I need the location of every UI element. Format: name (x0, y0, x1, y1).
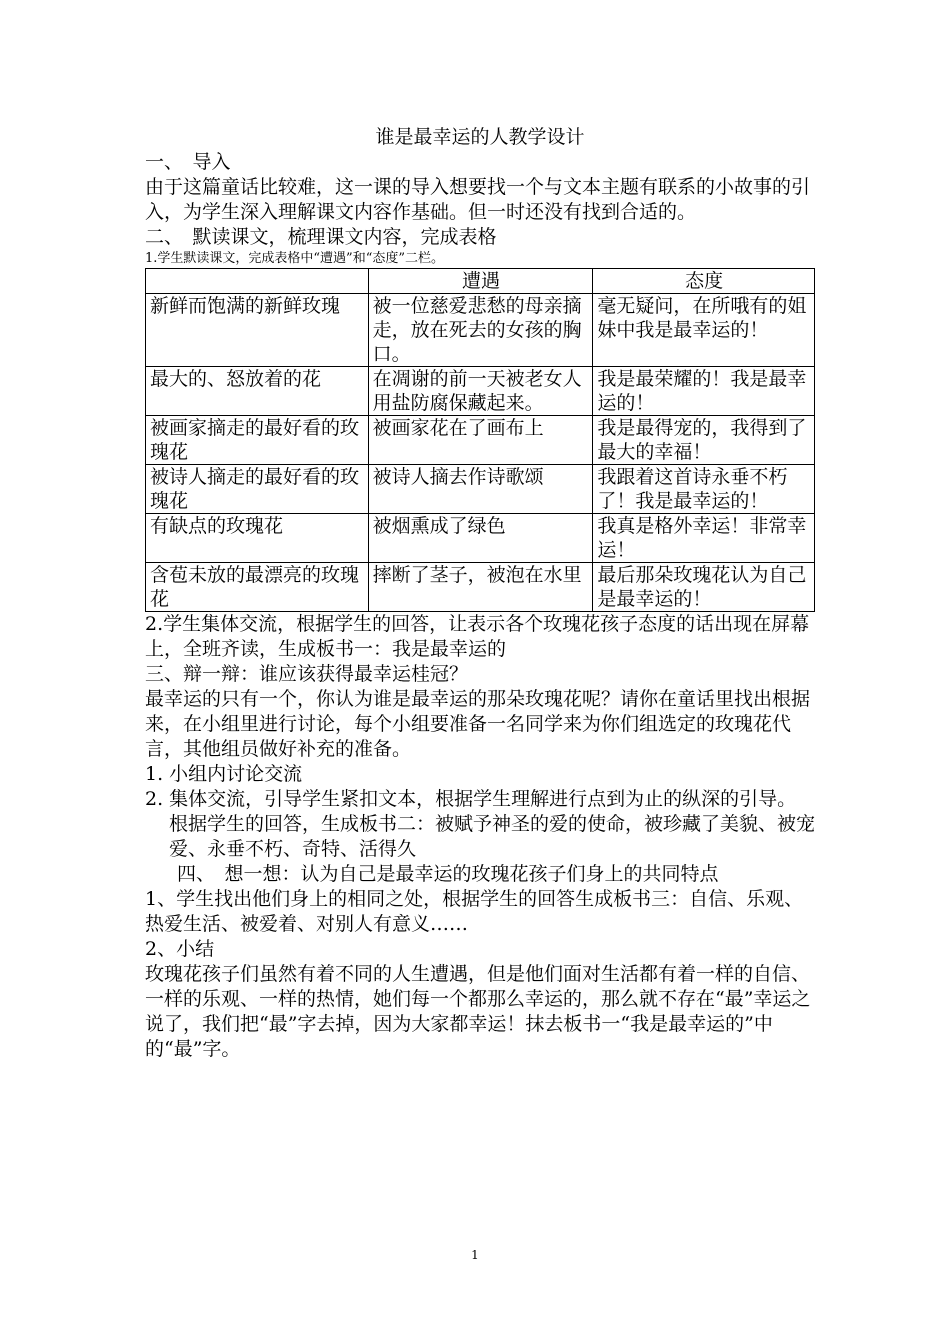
section-4-item-1: 1、学生找出他们身上的相同之处，根据学生的回答生成板书三：自信、乐观、热爱生活、被爱着、对别人有意义…… (145, 888, 804, 935)
table-cell: 被烟熏成了绿色 (368, 514, 593, 563)
table-cell: 毫无疑问，在所哦有的姐妹中我是最幸运的！ (593, 294, 815, 367)
table-cell: 我跟着这首诗永垂不朽了！我是最幸运的！ (593, 465, 815, 514)
table-header-cell: 态度 (593, 269, 815, 294)
table-cell: 我是最荣耀的！我是最幸运的！ (593, 367, 815, 416)
table-cell: 我是最得宠的，我得到了最大的幸福！ (593, 416, 815, 465)
table-header-cell: 遭遇 (368, 269, 593, 294)
table-cell: 被诗人摘去作诗歌颂 (368, 465, 593, 514)
table-cell: 有缺点的玫瑰花 (146, 514, 369, 563)
section-4-item-2: 2、小结 (145, 938, 215, 960)
section-4-summary: 玫瑰花孩子们虽然有着不同的人生遭遇，但是他们面对生活都有着一样的自信、一样的乐观、一样的热情，她们每一个都那么幸运的，那么就不存在“最”幸运之说了，我们把“最”字去掉，因为大家都幸运！抹去板书一“我是最幸运的”中的“最”字。 (145, 963, 811, 1060)
table-cell: 含苞未放的最漂亮的玫瑰花 (146, 563, 369, 612)
table-row (146, 367, 815, 416)
table-cell: 我真是格外幸运！非常幸运！ (593, 514, 815, 563)
section-2-item-2: 2.学生集体交流，根据学生的回答，让表示各个玫瑰花孩子态度的话出现在屏幕上，全班齐读，生成板书一：我是最幸运的 (145, 613, 810, 660)
page-number: 1 (471, 1248, 479, 1262)
document-title: 谁是最幸运的人教学设计 (375, 126, 585, 148)
document-body (145, 124, 815, 1062)
table-cell: 被诗人摘走的最好看的玫瑰花 (146, 465, 369, 514)
table-cell: 最大的、怒放着的花 (146, 367, 369, 416)
table-row (146, 465, 815, 514)
section-4-heading: 四、 想一想：认为自己是最幸运的玫瑰花孩子们身上的共同特点 (177, 863, 719, 885)
table-row (146, 514, 815, 563)
section-1-heading: 一、 导入 (145, 151, 231, 173)
table-cell: 在凋谢的前一天被老女人用盐防腐保藏起来。 (368, 367, 593, 416)
section-1-text: 由于这篇童话比较难，这一课的导入想要找一个与文本主题有联系的小故事的引入，为学生深入理解课文内容作基础。但一时还没有找到合适的。 (145, 176, 811, 223)
section-2-heading: 二、 默读课文，梳理课文内容，完成表格 (145, 226, 497, 248)
section-2-note: 1.学生默读课文，完成表格中“遭遇”和“态度”二栏。 (145, 251, 444, 266)
table-row (146, 416, 815, 465)
table-cell: 最后那朵玫瑰花认为自己是最幸运的！ (593, 563, 815, 612)
table-header-row (146, 269, 815, 294)
section-3-heading: 三、辩一辩：谁应该获得最幸运桂冠？ (145, 663, 469, 685)
table-row (146, 563, 815, 612)
table-cell: 新鲜而饱满的新鲜玫瑰 (146, 294, 369, 367)
table-cell: 被画家摘走的最好看的玫瑰花 (146, 416, 369, 465)
table-row (146, 294, 815, 367)
table-cell: 摔断了茎子，被泡在水里 (368, 563, 593, 612)
table-header-cell (146, 269, 369, 294)
table-cell: 被一位慈爱悲愁的母亲摘走，放在死去的女孩的胸口。 (368, 294, 593, 367)
section-3-item-1: 1. 小组内讨论交流 (145, 763, 303, 785)
section-3-item-2: 2. 集体交流，引导学生紧扣文本，根据学生理解进行点到为止的纵深的引导。根据学生的回答，生成板书二：被赋予神圣的爱的使命，被珍藏了美貌、被宠爱、永垂不朽、奇特、活得久 (145, 788, 816, 860)
section-3-text: 最幸运的只有一个，你认为谁是最幸运的那朵玫瑰花呢？请你在童话里找出根据来，在小组里进行讨论，每个小组要准备一名同学来为你们组选定的玫瑰花代言，其他组员做好补充的准备。 (145, 688, 811, 760)
rose-table (145, 268, 815, 612)
table-cell: 被画家花在了画布上 (368, 416, 593, 465)
